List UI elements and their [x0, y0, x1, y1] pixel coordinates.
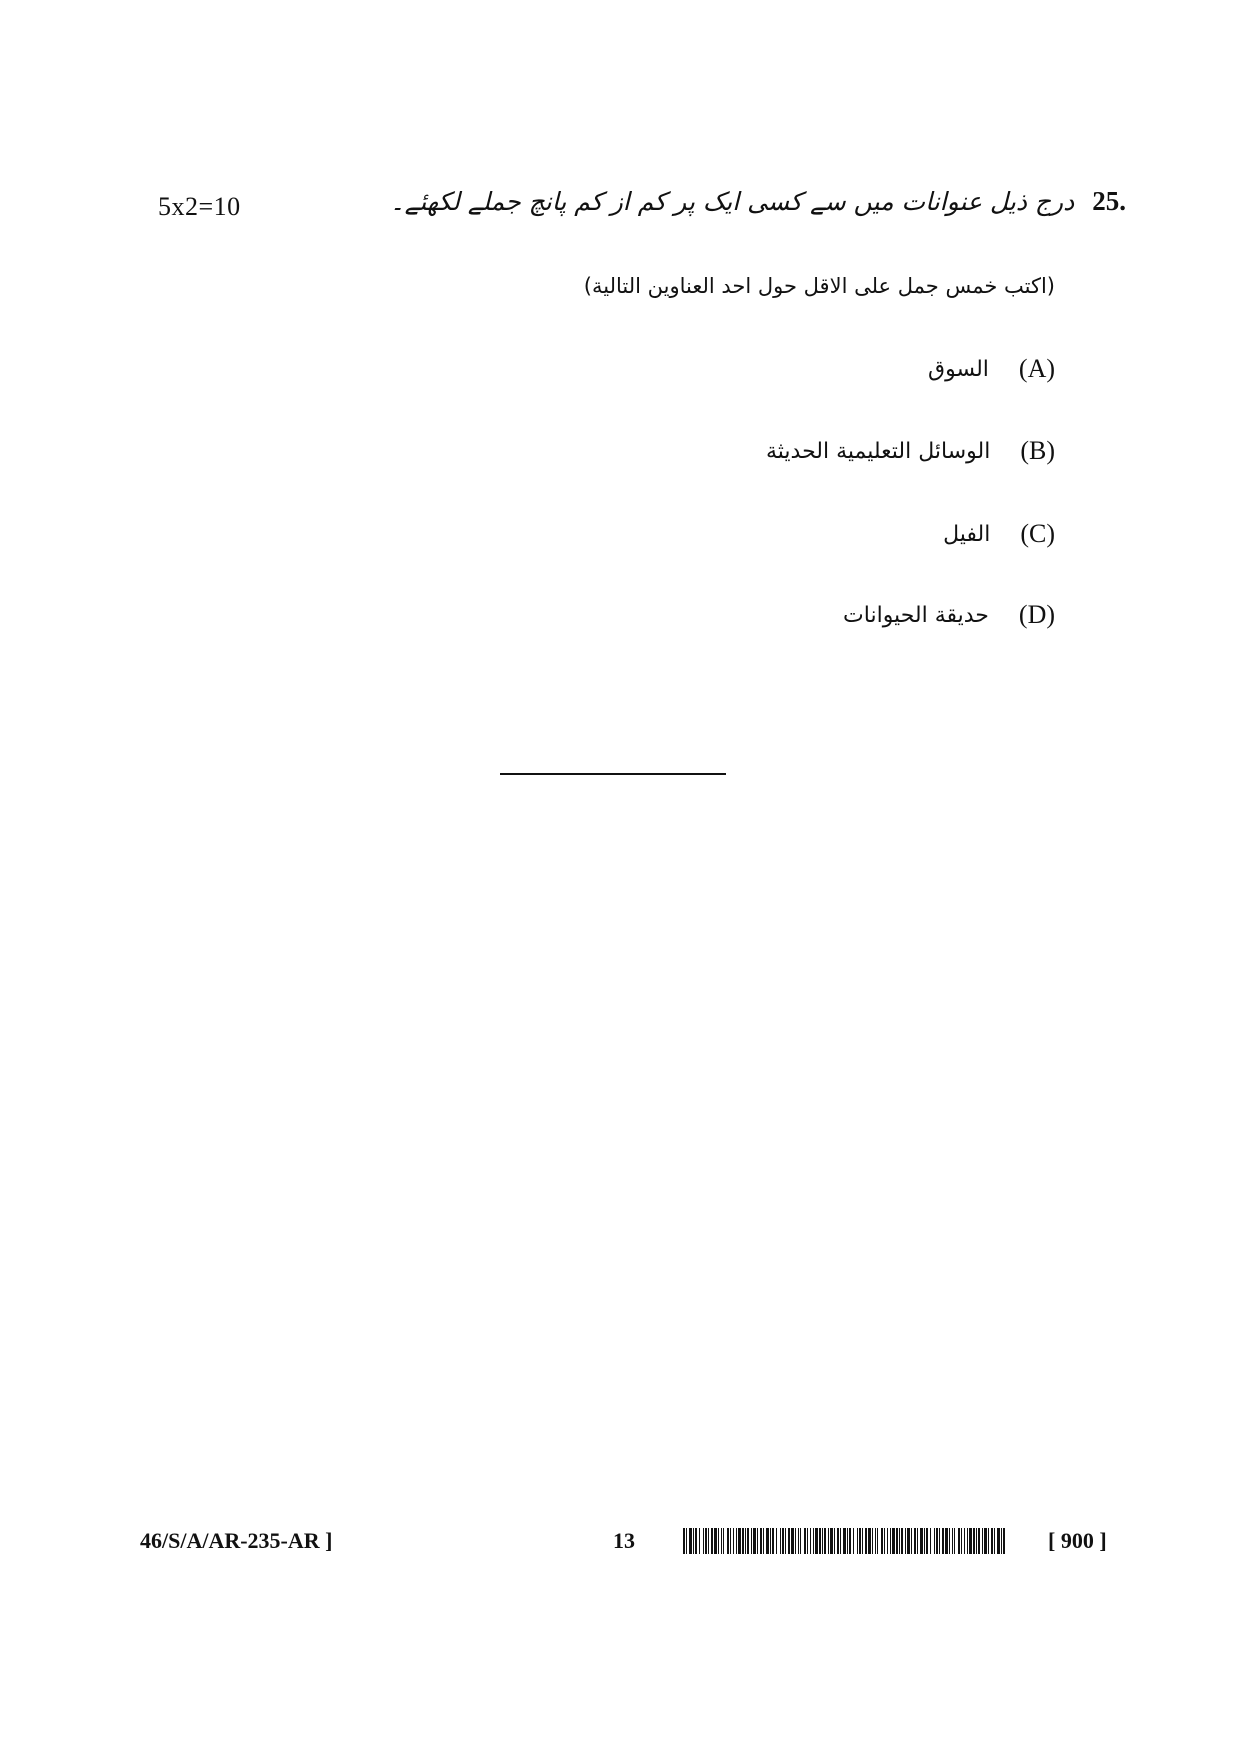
option-text: الوسائل التعليمية الحديثة: [765, 438, 991, 464]
option-label: (B): [1020, 436, 1055, 465]
option-label: (A): [1018, 354, 1055, 383]
option-d: [843, 600, 1055, 630]
option-label: (D): [1018, 600, 1055, 629]
print-count: [ 900 ]: [1048, 1528, 1107, 1553]
barcode-image: [683, 1528, 1008, 1554]
option-c: [943, 519, 1055, 549]
option-text: السوق: [928, 356, 989, 382]
question-heading: [390, 186, 1126, 217]
question-text-urdu: درج ذیل عنوانات میں سے کسی ایک پر کم از کم پانچ جملے لکھئے۔: [390, 187, 1075, 216]
marks-allocation: 5x2=10: [158, 192, 241, 221]
option-text: حديقة الحيوانات: [843, 602, 989, 628]
barcode-bar: [1005, 1528, 1007, 1554]
option-a: [928, 354, 1055, 384]
question-text-arabic: (اكتب خمس جمل على الاقل حول احد العناوين التالية): [583, 274, 1055, 298]
end-divider: [500, 773, 726, 775]
question-number: 25.: [1092, 186, 1126, 216]
option-b: [766, 436, 1055, 466]
option-text: الفيل: [943, 521, 991, 547]
option-label: (C): [1020, 519, 1055, 548]
page-number: 13: [613, 1528, 635, 1553]
paper-code: 46/S/A/AR-235-AR ]: [140, 1528, 333, 1553]
